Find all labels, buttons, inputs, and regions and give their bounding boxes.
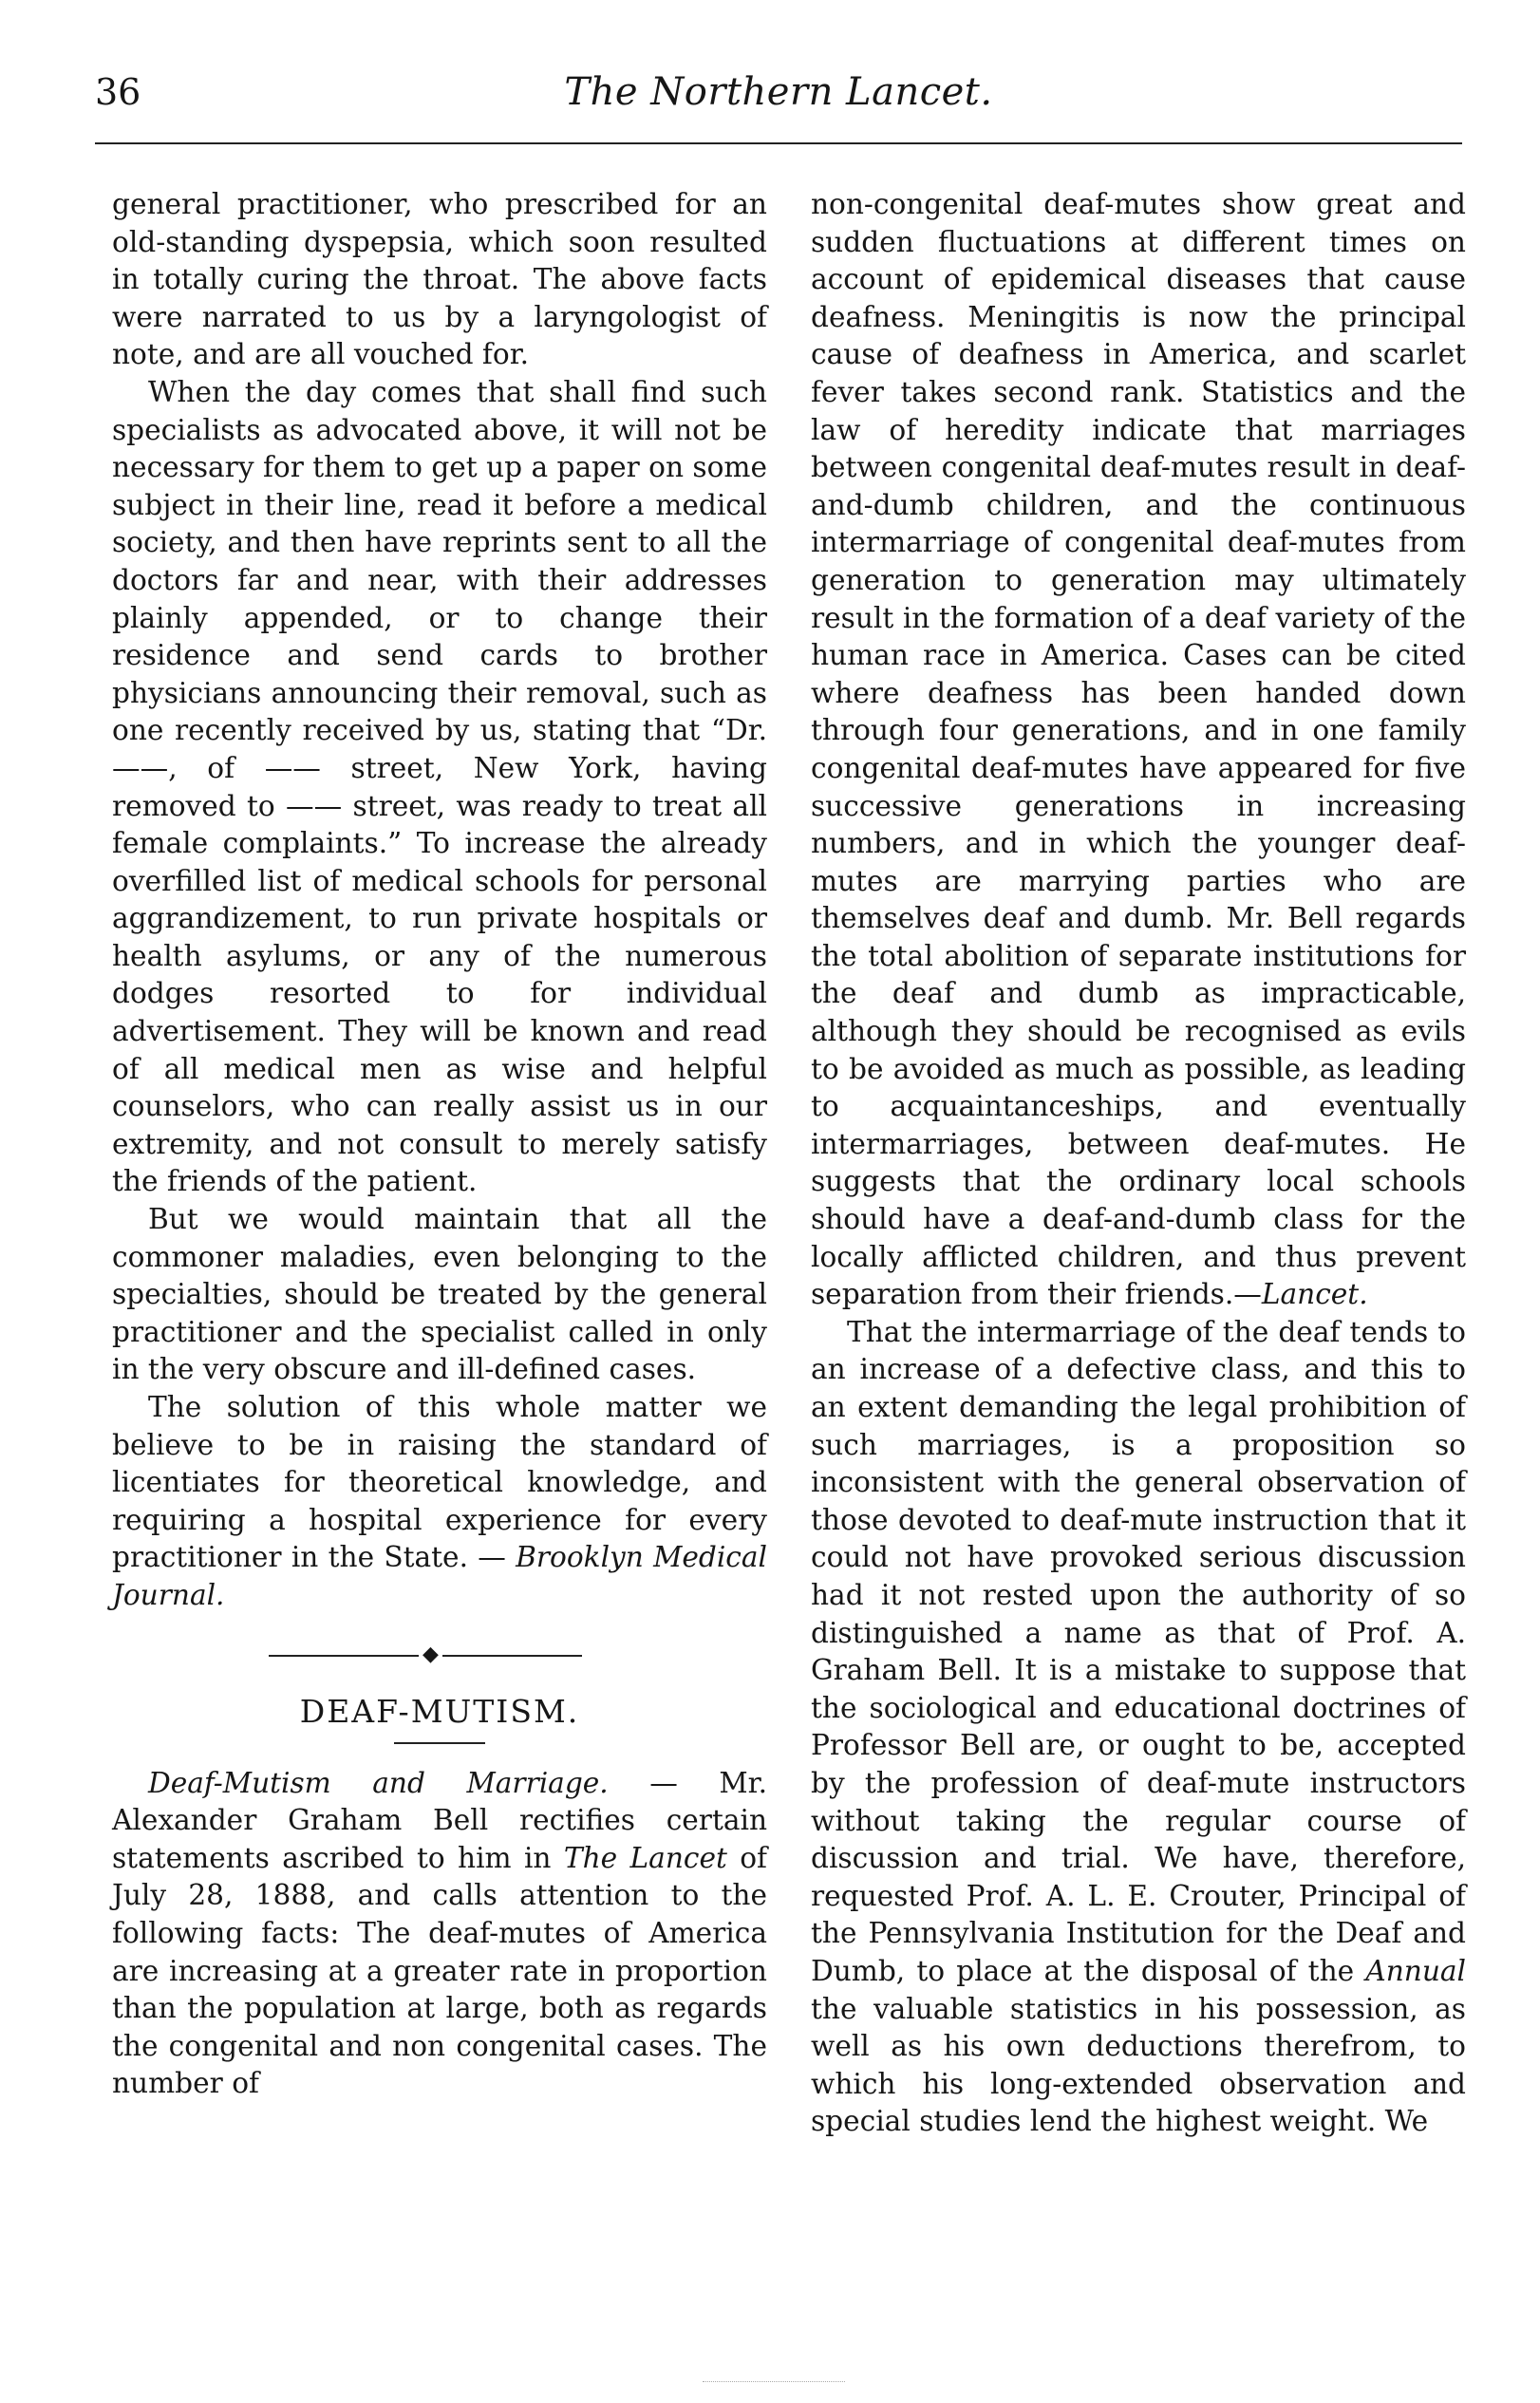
lancet-reference: The Lancet [563, 1841, 727, 1874]
running-title: The Northern Lancet. [564, 70, 993, 114]
paragraph-specialists: When the day comes that shall find such specialists as advocated above, it will not be necessary for them to get up a paper on some subject in their line, read it before a medical society, and then have reprints sent to all the doctors far and near, with their addresses plainly appended, or to change their residence and send cards to brother physicians announcing their removal, such as one recently received by us, stating that “Dr. ——, of —— street, New York, having removed to —— street, was ready to treat all female complaints.” To increase the already overfilled list of medical schools for personal aggrandizement, to run private hospitals or health asylums, or any of the numerous dodges resorted to for individual advertisement. They will be known and read of all medical men as wise and helpful counselors, who can really assist us in our extremity, and not consult to merely satisfy the friends of the patient. [112, 375, 768, 1198]
intermarriage-text-b: the valuable statistics in his possession, as well as his own deductions therefrom, to which his long-extended observation and special studies lend the highest weight. We [811, 1992, 1466, 2138]
header-rule [95, 142, 1462, 144]
article-text-b: of July 28, 1888, and calls attention to the following facts: The deaf-mutes of America are increasing at a greater rate in proportion than the population at large, both as regards the congenital and non congenital cases. The number of [112, 1841, 767, 2100]
article-text-a: — Mr. Alexander Graham Bell rectifies certain statements ascribed to him in [112, 1766, 767, 1874]
paragraph-intermarriage [811, 1314, 1466, 2141]
paragraph-solution [112, 1389, 767, 1615]
right-column [811, 186, 1466, 2141]
non-congenital-text: non-congenital deaf-mutes show great and sudden fluctuations at different times on account of epidemical diseases that cause deafness. Meningitis is now the principal cause of deafness in America, and scarlet fever takes second rank. Statistics and the law of heredity indicate that marriages between congenital deaf-mutes result in deaf-and-dumb children, and the continuous intermarriage of congenital deaf-mutes from generation to generation may ultimately result in the formation of a deaf variety of the human race in America. Cases can be cited where deafness has been handed down through four generations, and in one family congenital deaf-mutes have appeared for five successive generations in increasing numbers, and in which the younger deaf-mutes are marrying parties who are themselves deaf and dumb. Mr. Bell regards the total abolition of separate institutions for the deaf and dumb as impracticable, although they should be recognised as evils to be avoided as much as possible, as leading to acquaintanceships, and eventually intermarriages, between deaf-mutes. He suggests that the ordinary local schools should have a deaf-and-dumb class for the locally afflicted children, and thus prevent separation from their friends.— [811, 188, 1466, 1311]
section-heading: DEAF-MUTISM. [299, 1692, 580, 1730]
paragraph-deaf-mutism [112, 1765, 767, 2103]
paragraph-non-congenital [811, 186, 1466, 1314]
paragraph-commoner-maladies: But we would maintain that all the commoner maladies, even belonging to the specialties, should be treated by the general practitioner and the specialist called in only in the very obscure and ill-defined cases. [112, 1203, 767, 1386]
page-header [95, 68, 1462, 125]
lancet-citation: Lancet. [1261, 1278, 1368, 1311]
divider-ornament-icon: ◆ [419, 1642, 442, 1668]
left-column [112, 186, 767, 2103]
solution-text: The solution of this whole matter we believe to be in raising the standard of licentiates for theoretical knowledge, and requiring a hospital experience for every practitioner in the State. — [112, 1391, 767, 1574]
paragraph-continued: general practitioner, who prescribed for an old-standing dyspepsia, which soon resulted in totally curing the throat. The above facts were narrated to us by a laryngologist of note, and are all vouched for. [112, 188, 767, 371]
heading-rule [394, 1742, 485, 1744]
section-divider [112, 1642, 767, 1666]
intermarriage-text-a: That the intermarriage of the deaf tends to an increase of a defective class, and this to an extent demanding the legal prohibition of such marriages, is a proposition so inconsistent with the general observation of those devoted to deaf-mute instruction that it could not have provoked serious discussion had it not rested upon the authority of so distinguished a name as that of Prof. A. Graham Bell. It is a mistake to suppose that the sociological and educational doctrines of Professor Bell are, or ought to be, accepted by the profession of deaf-mute instructors without taking the regular course of discussion and trial. We have, therefore, requested Prof. A. L. E. Crouter, Principal of the Pennsylvania Institution for the Deaf and Dumb, to place at the disposal of the [811, 1315, 1466, 1987]
annual-reference: Annual [1365, 1954, 1466, 1987]
page-number: 36 [95, 71, 141, 113]
article-title: Deaf-Mutism and Marriage. [148, 1766, 609, 1799]
footer-smudge [703, 2381, 845, 2382]
source-citation: Brooklyn Medical Journal. [112, 1541, 767, 1611]
